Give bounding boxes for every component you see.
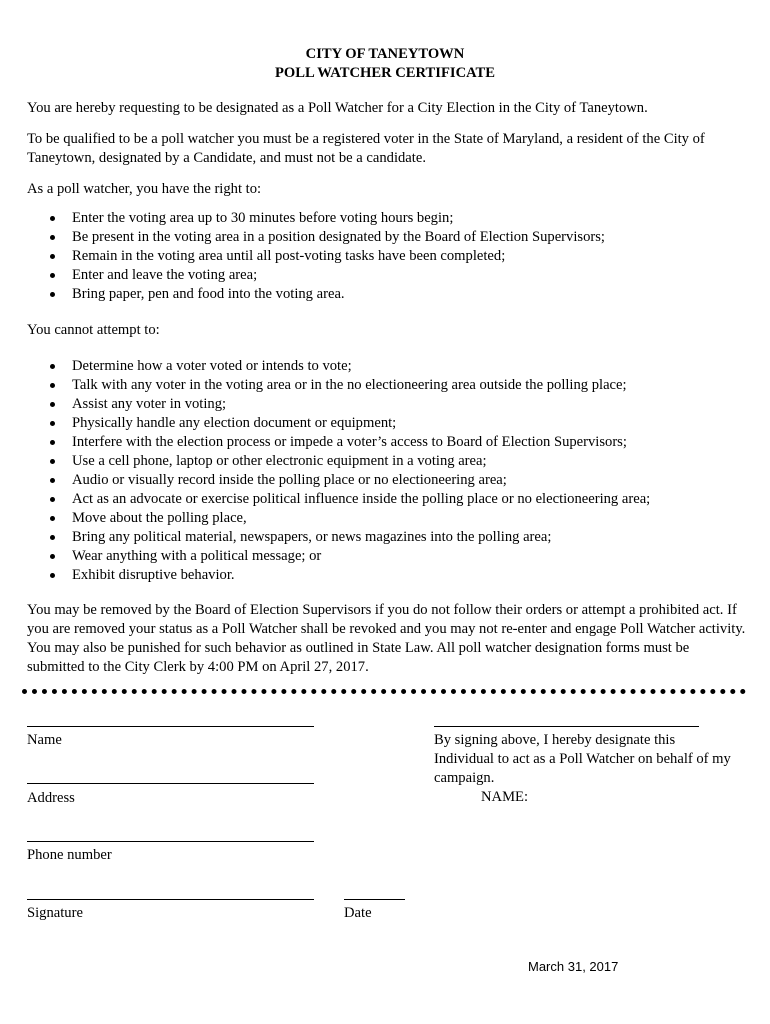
- removal-notice: You may be removed by the Board of Election Supervisors if you do not follow their orders or attempt a prohibited act. If you are removed your status as a Poll Watcher shall be revoked and you may not re-enter and engage Poll Watcher activity. You may also be punished for such behavior as outlined in State Law. All poll watcher designation forms must be submitted to the City Clerk by 4:00 PM on April 27, 2017.: [27, 602, 746, 675]
- footer-date: March 31, 2017: [528, 959, 619, 974]
- bullet-icon: [50, 459, 55, 464]
- bullet-icon: [50, 364, 55, 369]
- list-item: Enter and leave the voting area;: [27, 266, 747, 285]
- bullet-icon: [50, 554, 55, 559]
- list-item: Be present in the voting area in a position designated by the Board of Election Supervisors;: [27, 228, 747, 247]
- address-label: Address: [27, 790, 75, 806]
- list-item: Interfere with the election process or impede a voter’s access to Board of Election Supervisors;: [27, 433, 747, 452]
- list-item: Audio or visually record inside the polling place or no electioneering area;: [27, 471, 747, 490]
- list-item: Wear anything with a political message; or: [27, 547, 747, 566]
- phone-line[interactable]: [27, 841, 314, 842]
- list-item: Remain in the voting area until all post-voting tasks have been completed;: [27, 247, 747, 266]
- list-item: Bring any political material, newspapers, or news magazines into the polling area;: [27, 528, 747, 547]
- bullet-icon: [50, 573, 55, 578]
- name-label: Name: [27, 732, 62, 748]
- address-line[interactable]: [27, 783, 314, 784]
- bullet-icon: [50, 440, 55, 445]
- designation-text: By signing above, I hereby designate this Individual to act as a Poll Watcher on behalf of my campaign.: [434, 732, 731, 786]
- bullet-icon: [50, 383, 55, 388]
- date-label: Date: [344, 905, 372, 921]
- bullet-icon: [50, 478, 55, 483]
- designation-block: [434, 731, 734, 807]
- prohibitions-heading: You cannot attempt to:: [27, 322, 160, 338]
- bullet-icon: [50, 254, 55, 259]
- bullet-icon: [50, 421, 55, 426]
- bullet-icon: [50, 497, 55, 502]
- list-item: Bring paper, pen and food into the voting area.: [27, 285, 747, 304]
- name-line[interactable]: [27, 726, 314, 727]
- rights-list: [27, 209, 747, 304]
- list-item: Exhibit disruptive behavior.: [27, 566, 747, 585]
- list-item: Move about the polling place,: [27, 509, 747, 528]
- bullet-icon: [50, 402, 55, 407]
- rights-heading: As a poll watcher, you have the right to:: [27, 181, 262, 197]
- list-item: Enter the voting area up to 30 minutes before voting hours begin;: [27, 209, 747, 228]
- certificate-title: POLL WATCHER CERTIFICATE: [274, 65, 496, 81]
- date-line[interactable]: [344, 899, 405, 900]
- qualification-paragraph: To be qualified to be a poll watcher you must be a registered voter in the State of Maryland, a resident of the City of Taneytown, designated by a Candidate, and must not be a candidate.: [27, 131, 705, 166]
- signature-line[interactable]: [27, 899, 314, 900]
- prohibitions-list: [27, 357, 747, 585]
- list-item: Use a cell phone, laptop or other electronic equipment in a voting area;: [27, 452, 747, 471]
- city-title: CITY OF TANEYTOWN: [305, 46, 465, 62]
- signature-label: Signature: [27, 905, 83, 921]
- list-item: Determine how a voter voted or intends to vote;: [27, 357, 747, 376]
- bullet-icon: [50, 292, 55, 297]
- list-item: Talk with any voter in the voting area or in the no electioneering area outside the polling place;: [27, 376, 747, 395]
- designation-name-label: NAME:: [481, 789, 529, 805]
- phone-label: Phone number: [27, 847, 112, 863]
- bullet-icon: [50, 235, 55, 240]
- bullet-icon: [50, 216, 55, 221]
- cut-line-divider: [22, 689, 746, 694]
- list-item: Act as an advocate or exercise political influence inside the polling place or no electioneering area;: [27, 490, 747, 509]
- bullet-icon: [50, 535, 55, 540]
- list-item: Assist any voter in voting;: [27, 395, 747, 414]
- candidate-signature-line[interactable]: [434, 726, 699, 727]
- intro-paragraph: You are hereby requesting to be designated as a Poll Watcher for a City Election in the City of Taneytown.: [27, 100, 648, 116]
- list-item: Physically handle any election document or equipment;: [27, 414, 747, 433]
- bullet-icon: [50, 273, 55, 278]
- bullet-icon: [50, 516, 55, 521]
